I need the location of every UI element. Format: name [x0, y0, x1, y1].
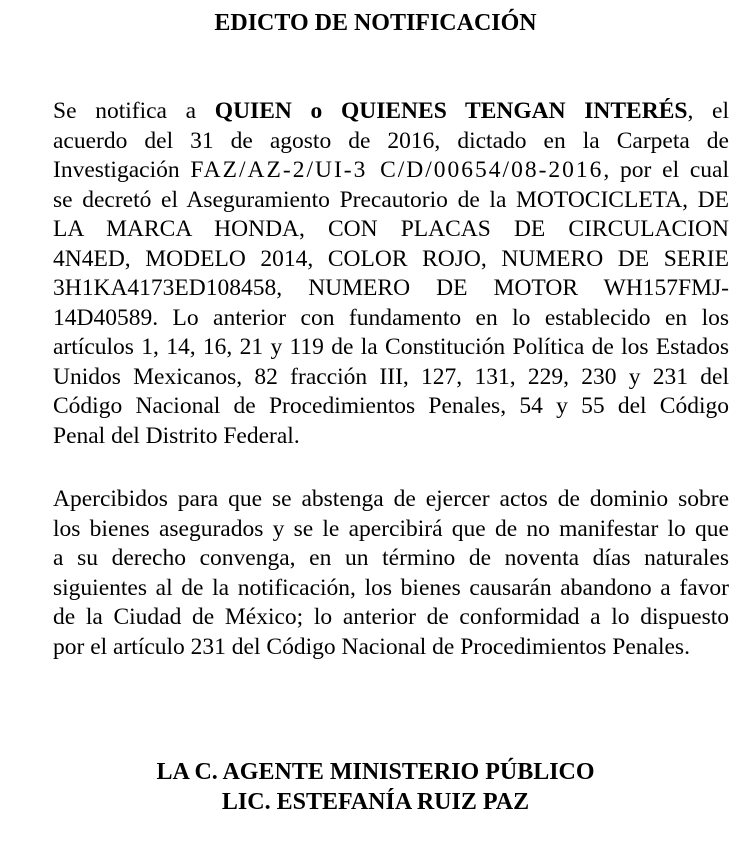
paragraph-line: acuerdo del 31 de agosto de 2016, dictado en la Carpeta de	[53, 127, 729, 154]
text-segment: , por el cual	[603, 157, 729, 183]
text-segment: , el	[687, 98, 729, 124]
paragraph-line: Código Nacional de Procedimientos Penales, 54 y 55 del Código	[53, 393, 729, 419]
signatory-title: LA C. AGENTE MINISTERIO PÚBLICO	[156, 759, 595, 785]
paragraph-line: Penal del Distrito Federal.	[53, 422, 300, 449]
paragraph-line: los bienes asegurados y se le apercibirá que de no manifestar lo que	[53, 515, 729, 542]
text-segment: Se notifica a	[53, 98, 215, 124]
paragraph-line: artículos 1, 14, 16, 21 y 119 de la Constitución Política de los Estados	[53, 334, 729, 360]
document-title: EDICTO DE NOTIFICACIÓN	[214, 10, 537, 36]
text-segment: Investigación	[53, 157, 191, 183]
paragraph-line: Unidos Mexicanos, 82 fracción III, 127, 131, 229, 230 y 231 del	[53, 363, 729, 390]
paragraph-line: LA MARCA HONDA, CON PLACAS DE CIRCULACION	[53, 216, 729, 242]
interested-parties: QUIEN o QUIENES TENGAN INTERÉS	[214, 98, 688, 124]
paragraph-line: a su derecho convenga, en un término de noventa días naturales	[53, 545, 729, 571]
paragraph-line: siguientes al de la notificación, los bienes causarán abandono a favor	[53, 574, 729, 601]
paragraph-line	[53, 156, 729, 186]
paragraph-line: Apercibidos para que se abstenga de ejercer actos de dominio sobre	[53, 486, 729, 512]
paragraph-line: 14D40589. Lo anterior con fundamento en lo establecido en los	[53, 304, 729, 331]
signatory-name: LIC. ESTEFANÍA RUIZ PAZ	[221, 789, 530, 815]
paragraph-line: 3H1KA4173ED108458, NUMERO DE MOTOR WH157FMJ-	[53, 275, 729, 301]
warning-paragraph	[53, 485, 729, 662]
paragraph-line: se decretó el Aseguramiento Precautorio de la MOTOCICLETA, DE	[53, 186, 729, 213]
case-file-number: FAZ/AZ-2/UI-3 C/D/00654/08-2016	[190, 157, 604, 183]
paragraph-line: de la Ciudad de México; lo anterior de conformidad a lo dispuesto	[53, 604, 729, 630]
paragraph-line	[53, 97, 729, 127]
paragraph-line: por el artículo 231 del Código Nacional de Procedimientos Penales.	[53, 633, 690, 660]
paragraph-line: 4N4ED, MODELO 2014, COLOR ROJO, NUMERO DE SERIE	[53, 245, 729, 272]
notification-paragraph	[53, 97, 729, 451]
